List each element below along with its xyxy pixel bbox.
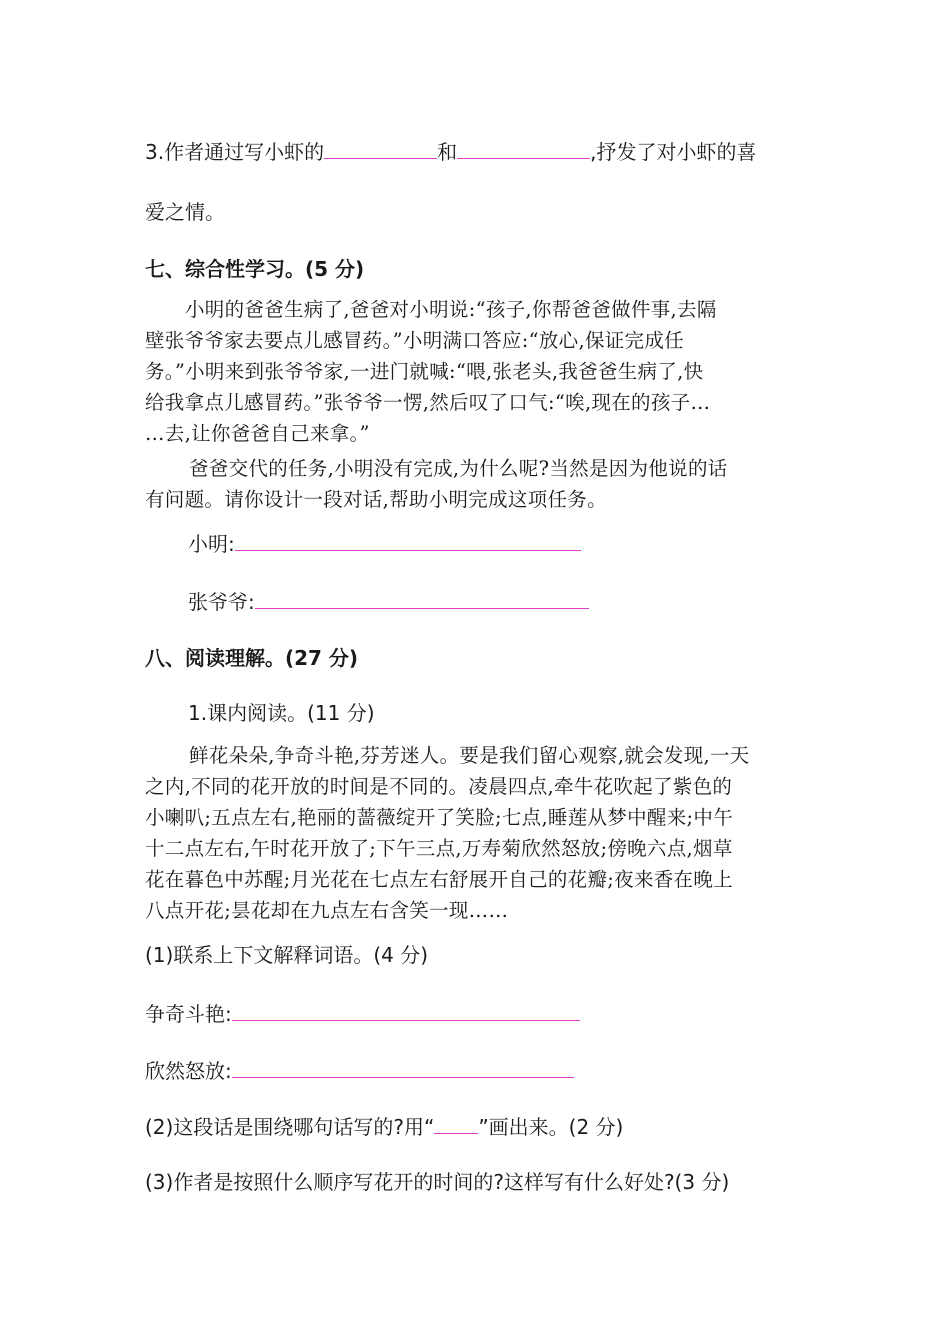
grandpa-blank[interactable]: [255, 586, 589, 609]
word2-answer: [145, 1055, 574, 1085]
q3-prefix: 3.作者通过写小虾的: [145, 140, 325, 164]
passage-line: 鲜花朵朵,争奇斗艳,芬芳迷人。要是我们留心观察,就会发现,一天: [189, 744, 750, 767]
story-line: 给我拿点儿感冒药。”张爷爷一愣,然后叹了口气:“唉,现在的孩子…: [145, 391, 711, 414]
story-line: 小明的爸爸生病了,爸爸对小明说:“孩子,你帮爸爸做件事,去隔: [185, 298, 717, 321]
grandpa-answer: [188, 586, 589, 616]
section8-passage: [145, 740, 815, 926]
word1-label: 争奇斗艳:: [145, 1002, 232, 1026]
q3-mid: 和: [437, 140, 458, 164]
q8-2: [145, 1111, 623, 1141]
word1-answer: [145, 998, 580, 1028]
q8-1: (1)联系上下文解释词语。(4 分): [145, 943, 429, 967]
grandpa-label: 张爷爷:: [188, 590, 255, 614]
q3-suffix: ,抒发了对小虾的喜: [590, 140, 757, 164]
q3-blank-1[interactable]: [324, 136, 437, 159]
word2-label: 欣然怒放:: [145, 1059, 232, 1083]
task-line: 有问题。请你设计一段对话,帮助小明完成这项任务。: [145, 488, 607, 511]
section7-task: [145, 453, 815, 515]
story-line: 壁张爷爷家去要点儿感冒药。”小明满口答应:“放心,保证完成任: [145, 329, 684, 352]
xiaoming-blank[interactable]: [235, 528, 581, 551]
word1-blank[interactable]: [232, 998, 580, 1021]
passage-line: 花在暮色中苏醒;月光花在七点左右舒展开自己的花瓣;夜来香在晚上: [145, 868, 733, 891]
story-line: …去,让你爸爸自己来拿。”: [145, 422, 370, 445]
passage-line: 小喇叭;五点左右,艳丽的蔷薇绽开了笑脸;七点,睡莲从梦中醒来;中午: [145, 806, 734, 829]
q8-2-prefix: (2)这段话是围绕哪句话写的?用“: [145, 1115, 435, 1139]
q8-3: (3)作者是按照什么顺序写花开的时间的?这样写有什么好处?(3 分): [145, 1170, 730, 1194]
q3-line: [145, 136, 756, 166]
section7-story: [145, 294, 815, 449]
word2-blank[interactable]: [232, 1055, 574, 1078]
task-line: 爸爸交代的任务,小明没有完成,为什么呢?当然是因为他说的话: [189, 457, 728, 480]
passage-line: 之内,不同的花开放的时间是不同的。凌晨四点,牵牛花吹起了紫色的: [145, 775, 733, 798]
passage-line: 八点开花;昙花却在九点左右含笑一现……: [145, 899, 509, 922]
xiaoming-answer: [188, 528, 581, 558]
section8-title: 八、阅读理解。(27 分): [145, 646, 359, 670]
q3-blank-2[interactable]: [457, 136, 590, 159]
story-line: 务。”小明来到张爷爷家,一进门就喊:“喂,张老头,我爸爸生病了,快: [145, 360, 704, 383]
q8-2-blank[interactable]: [434, 1111, 478, 1134]
q8-2-suffix: ”画出来。(2 分): [478, 1115, 624, 1139]
section8-sub1: 1.课内阅读。(11 分): [188, 701, 375, 725]
xiaoming-label: 小明:: [188, 532, 235, 556]
passage-line: 十二点左右,午时花开放了;下午三点,万寿菊欣然怒放;傍晚六点,烟草: [145, 837, 733, 860]
section7-title: 七、综合性学习。(5 分): [145, 257, 365, 281]
q3-line2: 爱之情。: [145, 200, 225, 224]
